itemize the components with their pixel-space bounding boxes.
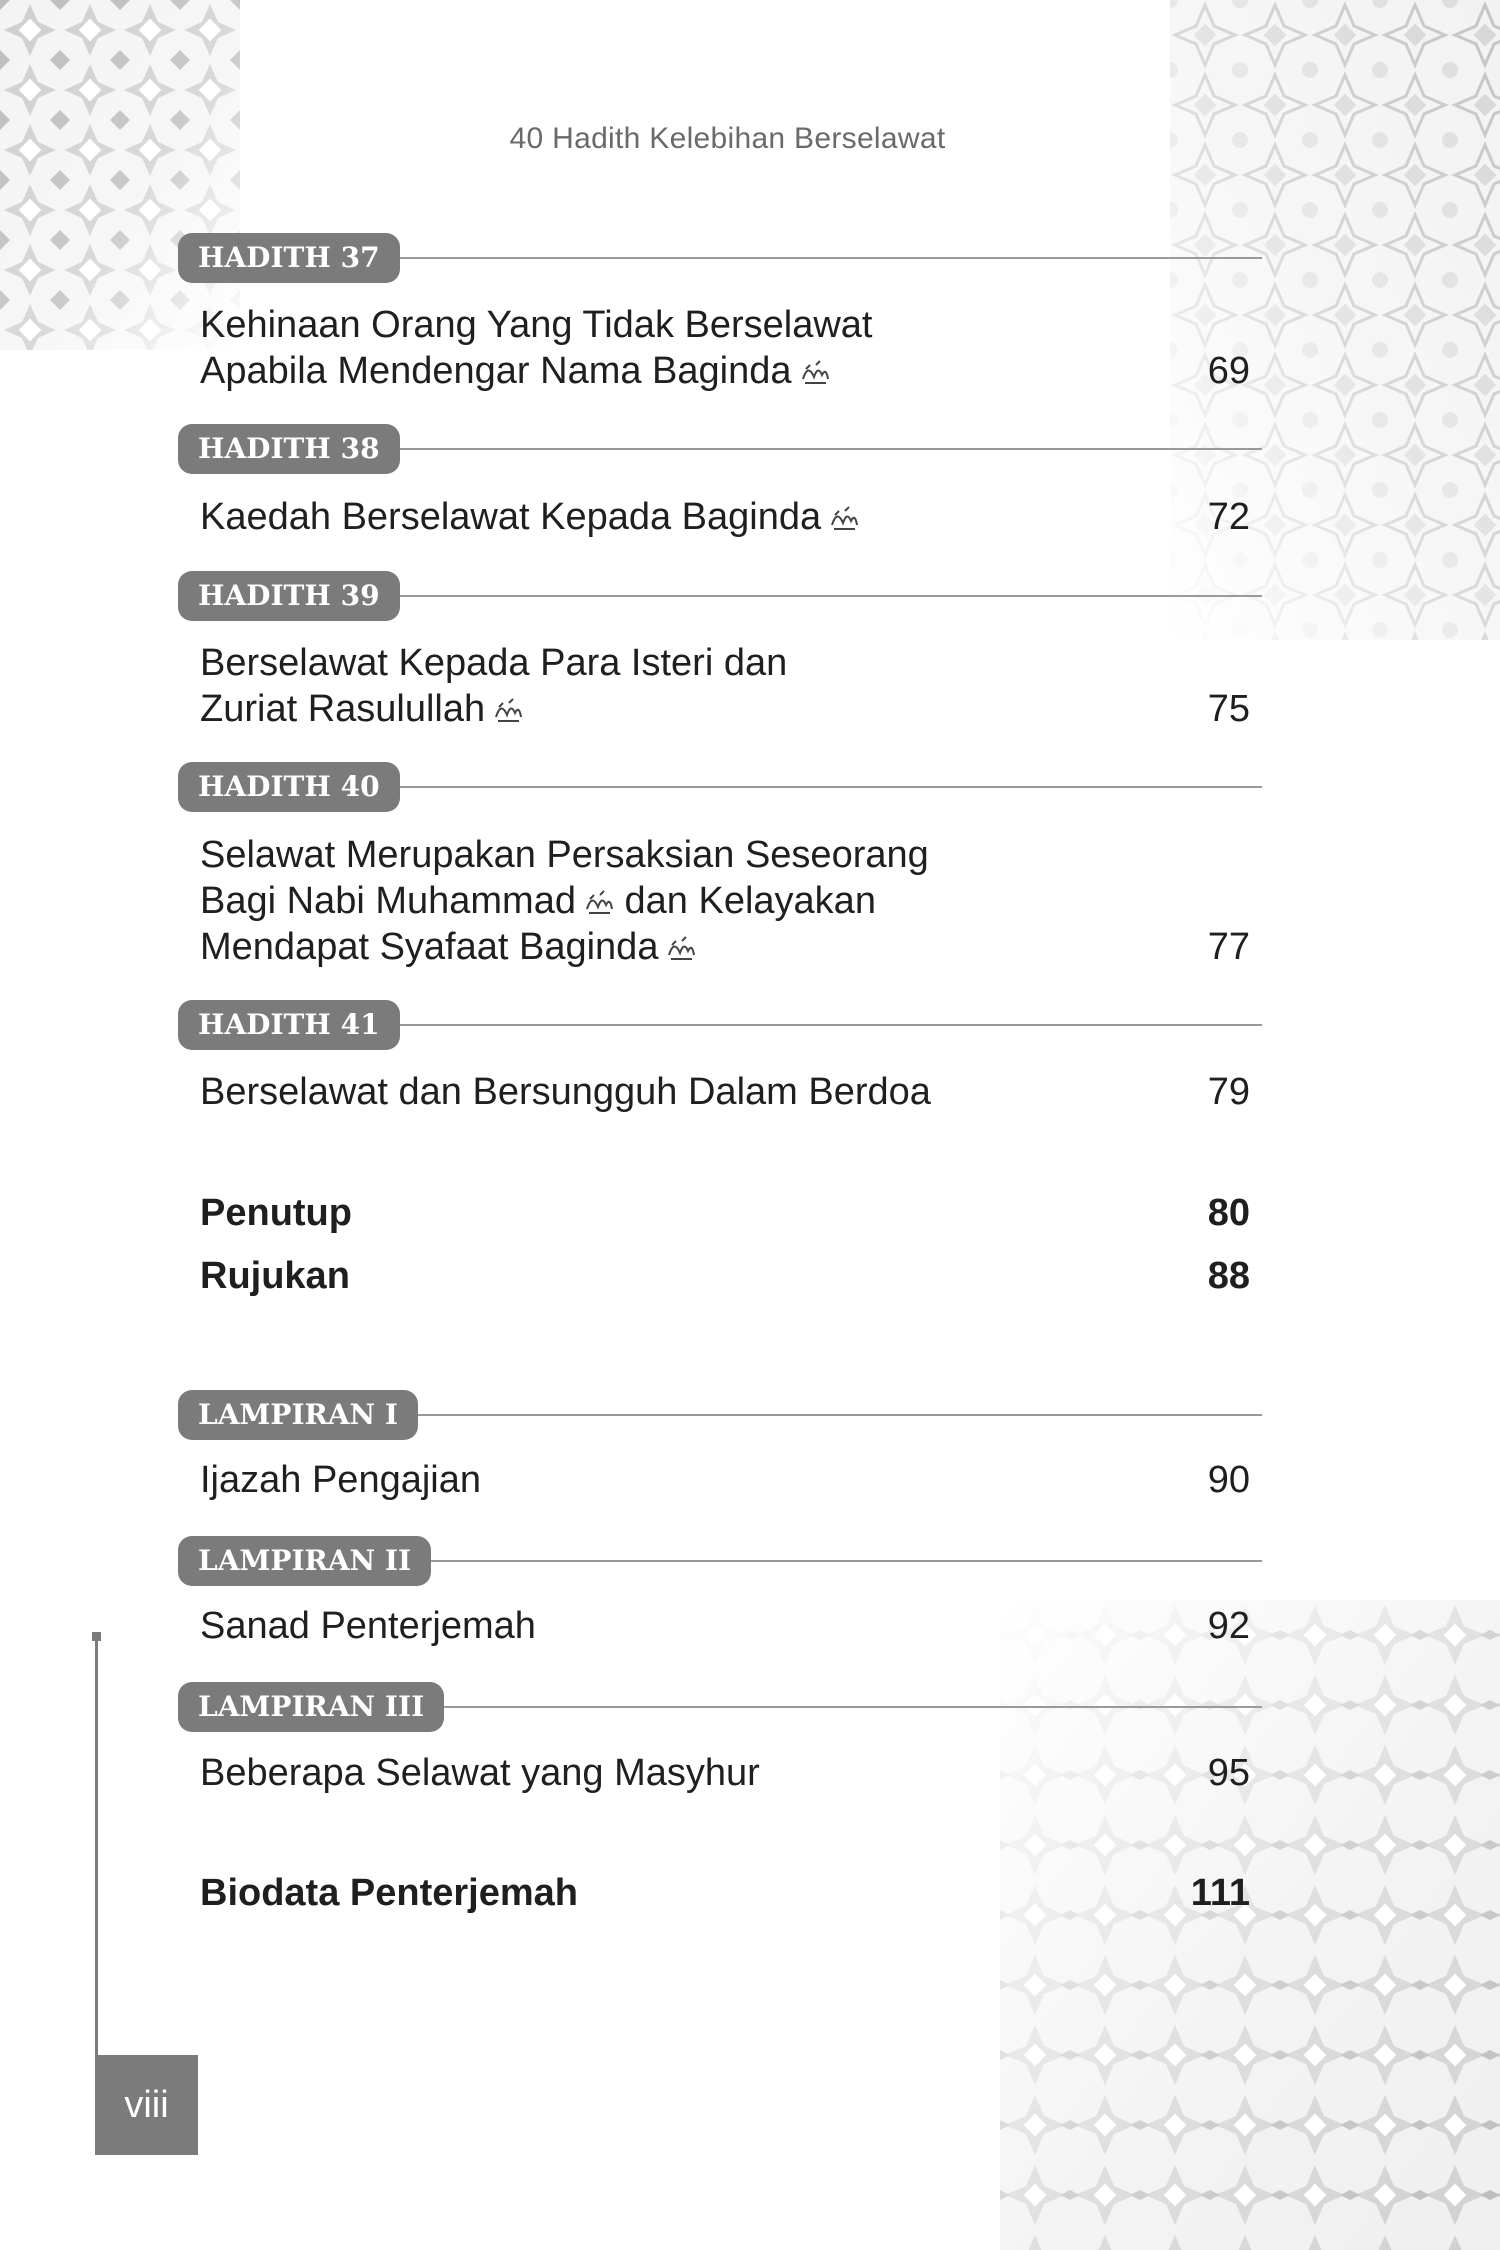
divider-rule — [358, 1560, 1262, 1562]
page-number: 79 — [1207, 1071, 1250, 1113]
title-line: dan Kelayakan — [624, 880, 876, 922]
toc-entry-hadith-37[interactable] — [200, 302, 1250, 394]
divider-rule — [328, 595, 1262, 597]
entry-title: Ijazah Pengajian — [200, 1459, 481, 1501]
toc-entry-hadith-40[interactable] — [200, 832, 1250, 970]
page-number: 92 — [1207, 1605, 1250, 1647]
divider-rule — [373, 1706, 1262, 1708]
entry-title — [200, 640, 1100, 732]
divider-rule — [328, 448, 1262, 450]
page-number: 80 — [1207, 1192, 1250, 1234]
toc-entry-rujukan[interactable] — [200, 1253, 1250, 1299]
page-number: 69 — [1207, 350, 1250, 392]
salawat-honorific-icon — [493, 695, 523, 725]
page-number: 88 — [1207, 1255, 1250, 1297]
title-line: Zuriat Rasulullah — [200, 688, 486, 730]
page-number: 75 — [1207, 688, 1250, 730]
divider-rule — [328, 257, 1262, 259]
toc-entry-lampiran-3[interactable] — [200, 1750, 1250, 1796]
divider-rule — [328, 1024, 1262, 1026]
toc-entry-penutup[interactable] — [200, 1190, 1250, 1236]
section-header-hadith-37 — [178, 233, 1250, 283]
toc-entry-hadith-39[interactable] — [200, 640, 1250, 732]
entry-title: Rujukan — [200, 1255, 350, 1297]
title-line: Selawat Merupakan Persaksian Seseorang — [200, 834, 929, 876]
section-header-lampiran-3 — [178, 1682, 1250, 1732]
appendix-label: LAMPIRAN II — [178, 1536, 431, 1586]
toc-entry-lampiran-2[interactable] — [200, 1603, 1250, 1649]
hadith-label: HADITH 41 — [178, 1000, 400, 1050]
hadith-label: HADITH 40 — [178, 762, 400, 812]
section-header-lampiran-1 — [178, 1390, 1250, 1440]
page-folio: viii — [95, 2055, 198, 2155]
appendix-label: LAMPIRAN III — [178, 1682, 444, 1732]
salawat-honorific-icon — [666, 933, 696, 963]
running-head: 40 Hadith Kelebihan Berselawat — [509, 122, 946, 155]
salawat-honorific-icon — [829, 503, 859, 533]
title-line: Kaedah Berselawat Kepada Baginda — [200, 496, 822, 538]
toc-entry-hadith-41[interactable] — [200, 1069, 1250, 1115]
title-line: Mendapat Syafaat Baginda — [200, 926, 659, 968]
section-header-hadith-38 — [178, 424, 1250, 474]
toc-entry-hadith-38[interactable] — [200, 494, 1250, 540]
title-line: Bagi Nabi Muhammad — [200, 880, 576, 922]
title-line: Berselawat Kepada Para Isteri dan — [200, 642, 788, 684]
entry-title: Berselawat dan Bersungguh Dalam Berdoa — [200, 1071, 931, 1113]
page-number: 95 — [1207, 1752, 1250, 1794]
section-header-hadith-39 — [178, 571, 1250, 621]
entry-title: Penutup — [200, 1192, 352, 1234]
appendix-label: LAMPIRAN I — [178, 1390, 418, 1440]
geometric-ornament-top-left — [0, 0, 240, 350]
section-header-hadith-40 — [178, 762, 1250, 812]
section-header-lampiran-2 — [178, 1536, 1250, 1586]
title-line: Apabila Mendengar Nama Baginda — [200, 350, 792, 392]
divider-rule — [328, 786, 1262, 788]
hadith-label: HADITH 38 — [178, 424, 400, 474]
entry-title — [200, 832, 1100, 970]
toc-entry-biodata[interactable] — [200, 1870, 1250, 1916]
section-header-hadith-41 — [178, 1000, 1250, 1050]
entry-title — [200, 494, 1100, 540]
entry-title: Beberapa Selawat yang Masyhur — [200, 1752, 760, 1794]
page-number: 77 — [1207, 926, 1250, 968]
hadith-label: HADITH 37 — [178, 233, 400, 283]
entry-title: Biodata Penterjemah — [200, 1872, 578, 1914]
entry-title: Sanad Penterjemah — [200, 1605, 536, 1647]
entry-title — [200, 302, 1100, 394]
hadith-label: HADITH 39 — [178, 571, 400, 621]
page-number: 72 — [1207, 496, 1250, 538]
title-line: Kehinaan Orang Yang Tidak Berselawat — [200, 304, 873, 346]
page-number: 111 — [1190, 1872, 1250, 1914]
toc-entry-lampiran-1[interactable] — [200, 1457, 1250, 1503]
divider-rule — [348, 1414, 1262, 1416]
margin-line — [95, 1635, 98, 2055]
salawat-honorific-icon — [800, 357, 830, 387]
page-number: 90 — [1207, 1459, 1250, 1501]
salawat-honorific-icon — [584, 887, 614, 917]
